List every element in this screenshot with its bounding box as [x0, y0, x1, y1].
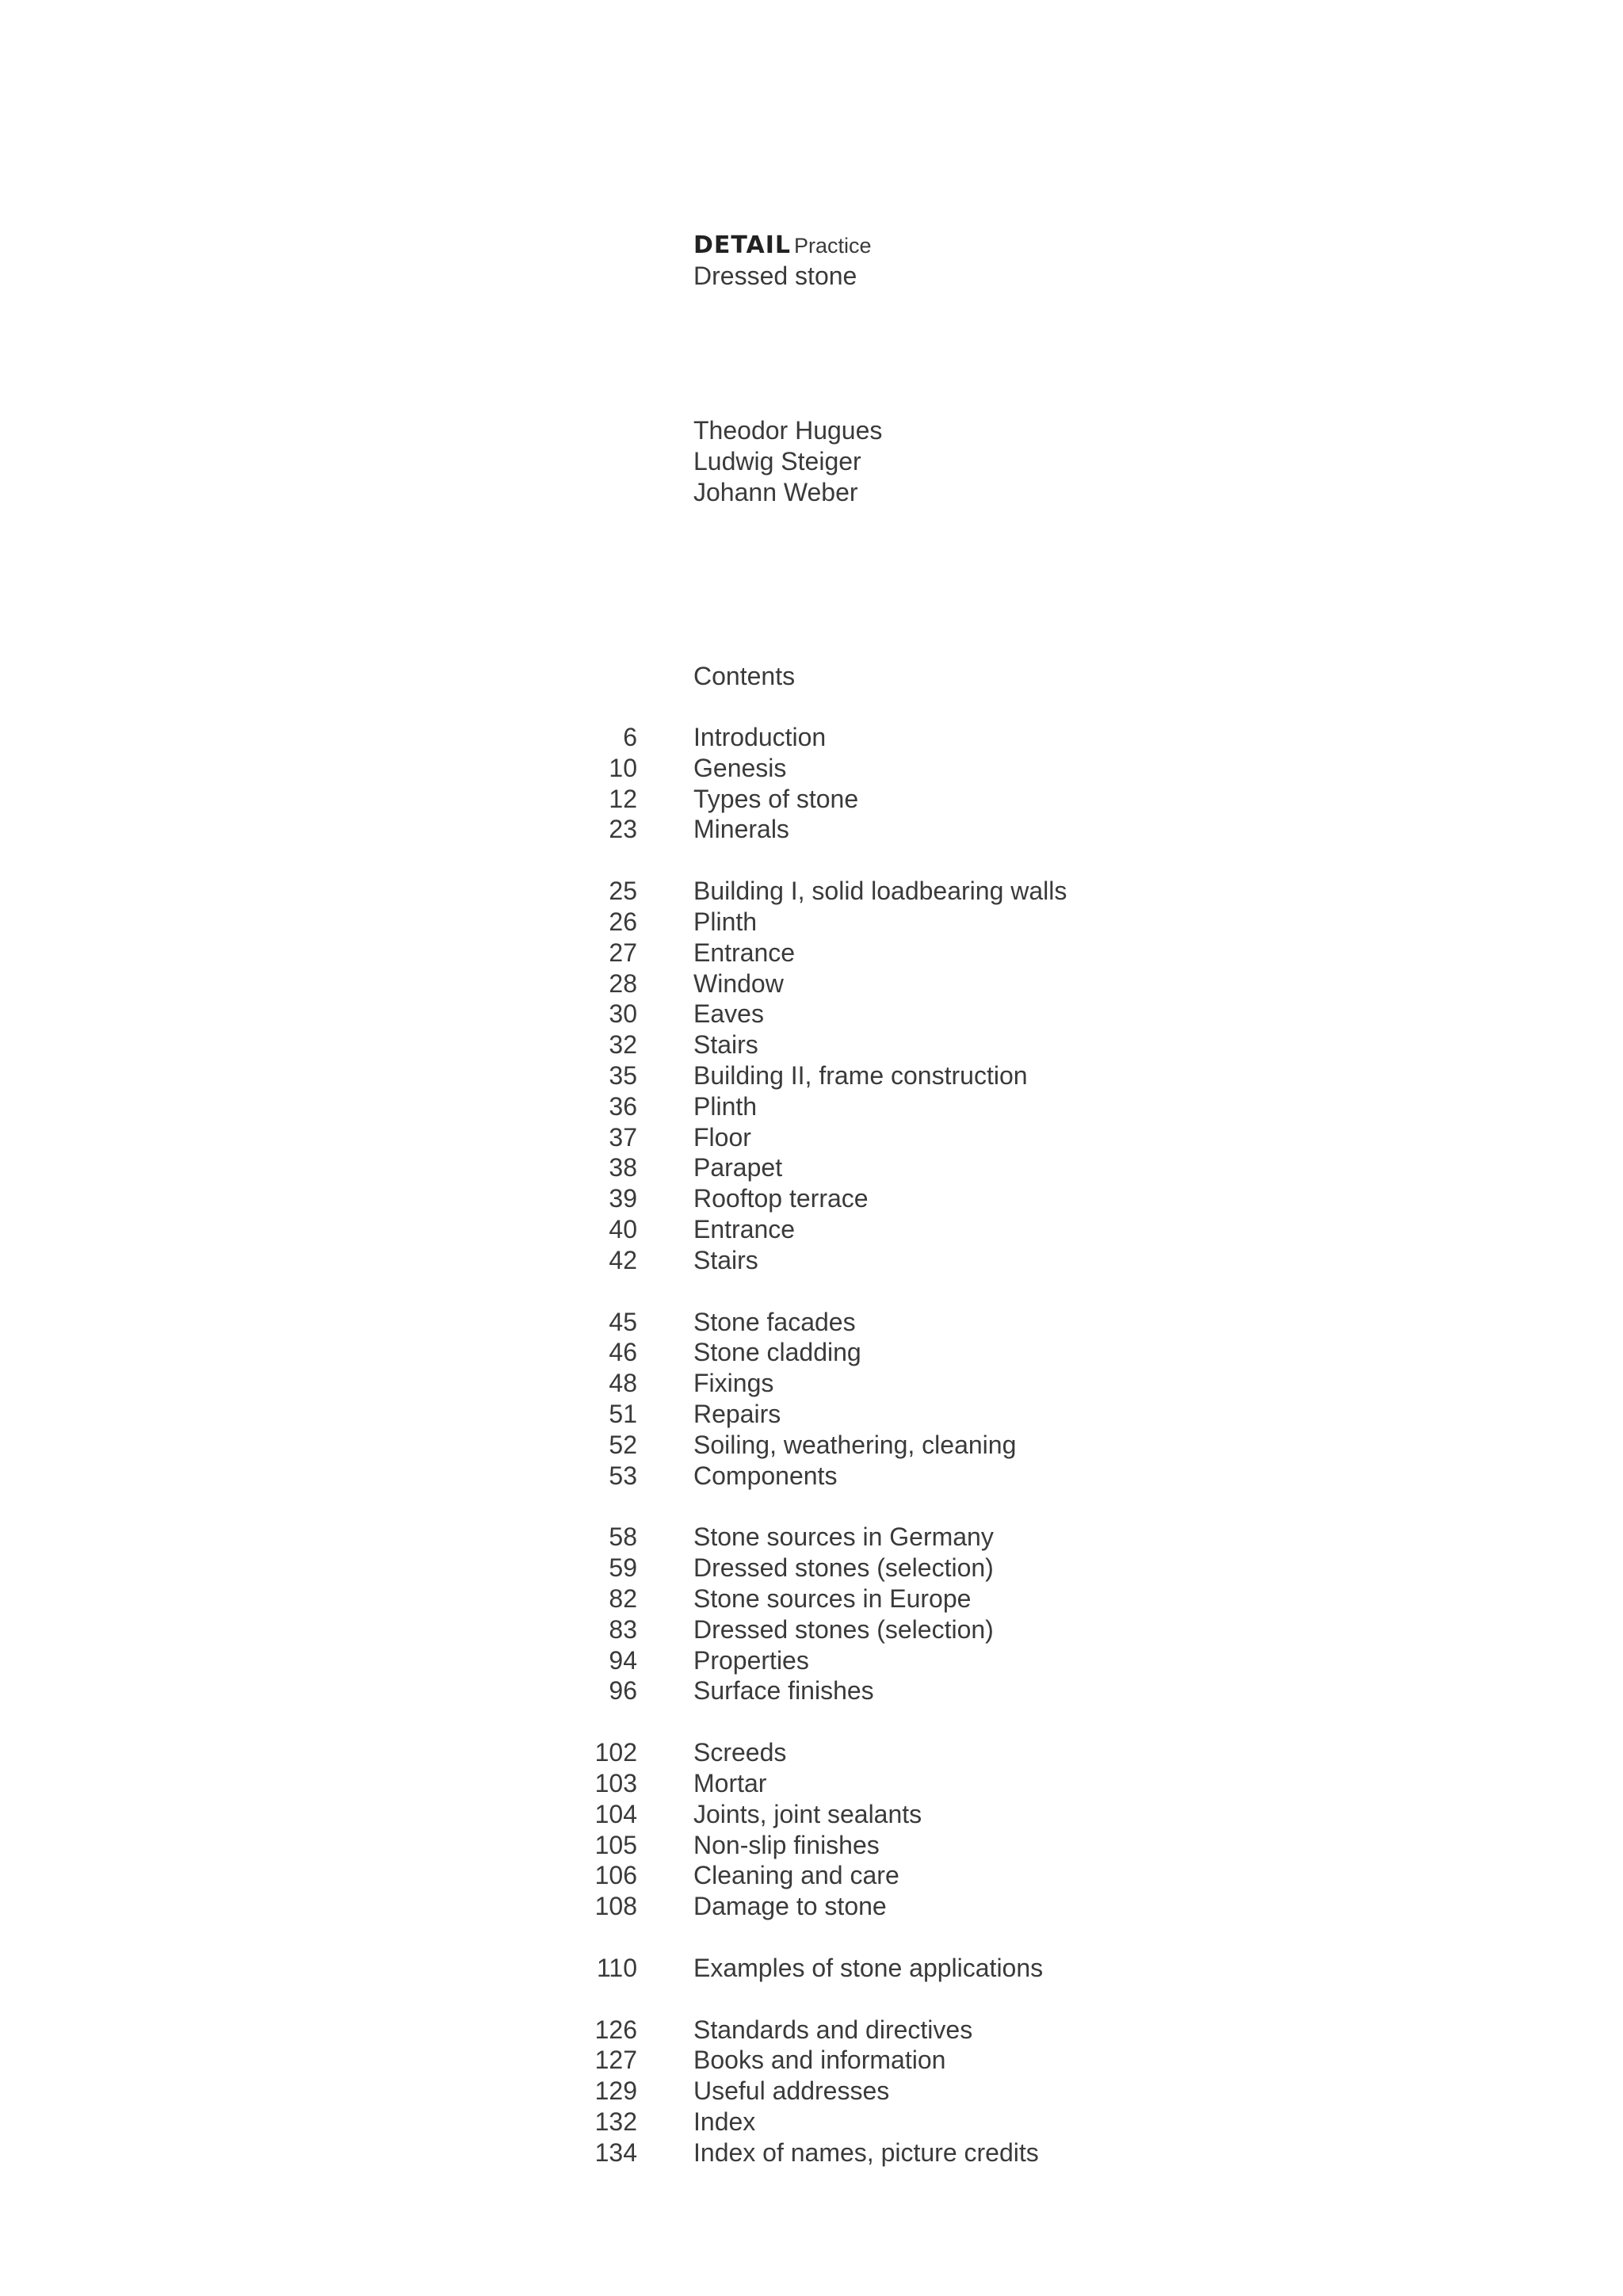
toc-entry [555, 1214, 1268, 1245]
toc-entry-title: Building II, frame construction [693, 1060, 1028, 1090]
toc-entry [555, 2076, 1268, 2107]
toc-entry [555, 907, 1268, 938]
toc-page-number: 39 [609, 1184, 637, 1213]
toc-entry [555, 1553, 1268, 1584]
toc-entry-title: Properties [693, 1645, 809, 1675]
toc-entry-title: Index [693, 2107, 756, 2137]
toc-entry-title: Floor [693, 1122, 751, 1152]
toc-page-number: 36 [609, 1091, 637, 1121]
toc-group [555, 1522, 1268, 1706]
author-list [693, 415, 882, 508]
toc-page-number: 104 [594, 1799, 637, 1828]
toc-page-number: 103 [594, 1768, 637, 1797]
toc-entry-title: Introduction [693, 723, 827, 751]
toc-entry-title: Screeds [693, 1738, 787, 1767]
toc-page-number: 59 [609, 1553, 637, 1583]
toc-entry-title: Components [693, 1461, 838, 1490]
toc-entry-title: Index of names, picture credits [693, 2137, 1039, 2167]
toc-page-number: 127 [594, 2046, 637, 2075]
author-name: Ludwig Steiger [693, 447, 861, 476]
toc-page-number: 82 [609, 1584, 637, 1613]
toc-page-number: 96 [609, 1676, 637, 1706]
toc-page-number: 23 [609, 815, 637, 844]
toc-entry [555, 1584, 1268, 1614]
toc-entry-title: Stone sources in Europe [693, 1584, 972, 1613]
toc-entry-title: Stone sources in Germany [693, 1522, 994, 1552]
toc-entry [555, 968, 1268, 999]
toc-entry-title: Mortar [693, 1768, 767, 1797]
toc-entry [555, 753, 1268, 784]
toc-entry-title: Joints, joint sealants [693, 1799, 922, 1828]
toc-page-number: 53 [609, 1461, 637, 1490]
toc-page-number: 40 [609, 1214, 637, 1244]
toc-entry [555, 1183, 1268, 1214]
toc-page-number: 26 [609, 907, 637, 936]
toc-entry [555, 999, 1268, 1030]
toc-entry [555, 1645, 1268, 1676]
toc-entry-title: Non-slip finishes [693, 1830, 880, 1859]
toc-entry-title: Parapet [693, 1153, 783, 1182]
toc-page-number: 48 [609, 1369, 637, 1398]
toc-entry-title: Entrance [693, 938, 796, 967]
toc-page-number: 42 [609, 1245, 637, 1274]
toc-entry [555, 2137, 1268, 2168]
toc-entry-title: Stone cladding [693, 1338, 861, 1367]
toc-page-number: 27 [609, 938, 637, 967]
toc-entry [555, 1337, 1268, 1368]
toc-page-number: 106 [594, 1861, 637, 1890]
contents-heading: Contents [693, 662, 796, 690]
toc-page-number: 6 [623, 723, 637, 751]
toc-entry [555, 1953, 1268, 1984]
detail-logo: DETAIL [693, 231, 792, 259]
toc-page-number: 32 [609, 1030, 637, 1060]
toc-page-number: 105 [594, 1830, 637, 1859]
toc-entry [555, 876, 1268, 907]
toc-entry [555, 1152, 1268, 1183]
toc-page-number: 45 [609, 1307, 637, 1336]
toc-group [555, 1307, 1268, 1492]
author-name: Johann Weber [693, 478, 858, 506]
toc-group [555, 1953, 1268, 1984]
toc-entry [555, 1675, 1268, 1706]
toc-entry-title: Building I, solid loadbearing walls [693, 877, 1067, 906]
toc-entry [555, 1030, 1268, 1060]
toc-page-number: 132 [594, 2107, 637, 2137]
toc-page-number: 46 [609, 1338, 637, 1367]
toc-page-number: 110 [596, 1953, 637, 1982]
toc-entry [555, 1768, 1268, 1799]
toc-group [555, 722, 1268, 845]
toc-entry-title: Genesis [693, 753, 787, 782]
toc-entry [555, 1060, 1268, 1091]
author-name: Theodor Hugues [693, 416, 883, 445]
toc-page-number: 12 [609, 784, 637, 813]
toc-entry [555, 2107, 1268, 2137]
toc-entry [555, 2015, 1268, 2046]
toc-entry [555, 1891, 1268, 1922]
toc-entry [555, 1522, 1268, 1553]
toc-entry [555, 814, 1268, 845]
toc-group [555, 2015, 1268, 2168]
toc-page-number: 102 [594, 1738, 637, 1767]
toc-entry-title: Examples of stone applications [693, 1953, 1044, 1982]
toc-page-number: 51 [609, 1399, 637, 1428]
toc-entry [555, 1461, 1268, 1492]
toc-entry [555, 1614, 1268, 1645]
toc-page-number: 10 [609, 753, 637, 782]
toc-page-number: 108 [594, 1892, 637, 1921]
toc-page-number: 25 [609, 877, 637, 906]
toc-page-number: 58 [609, 1522, 637, 1552]
series-brand [693, 231, 872, 259]
toc-entry [555, 1245, 1268, 1276]
toc-entry [555, 1091, 1268, 1122]
toc-entry-title: Minerals [693, 815, 789, 844]
toc-entry [555, 1737, 1268, 1768]
toc-entry-title: Repairs [693, 1399, 781, 1428]
toc-page-number: 126 [594, 2015, 637, 2044]
toc-entry-title: Types of stone [693, 784, 859, 813]
toc-entry [555, 722, 1268, 753]
series-name: Practice [794, 234, 872, 258]
toc-entry-title: Rooftop terrace [693, 1184, 869, 1213]
toc-entry-title: Damage to stone [693, 1892, 887, 1921]
toc-entry-title: Books and information [693, 2046, 946, 2075]
toc-entry [555, 1430, 1268, 1461]
toc-page-number: 134 [594, 2137, 637, 2167]
toc-entry [555, 1122, 1268, 1153]
toc-page-number: 83 [609, 1614, 637, 1644]
table-of-contents [555, 722, 1268, 2199]
toc-page-number: 28 [609, 968, 637, 998]
toc-entry-title: Window [693, 968, 784, 998]
toc-page-number: 129 [594, 2076, 637, 2106]
toc-entry [555, 1860, 1268, 1891]
toc-entry-title: Cleaning and care [693, 1861, 899, 1890]
toc-entry-title: Fixings [693, 1369, 774, 1398]
toc-entry [555, 1399, 1268, 1430]
toc-entry-title: Eaves [693, 999, 764, 1029]
toc-group [555, 876, 1268, 1275]
toc-page-number: 37 [609, 1122, 637, 1152]
toc-page-number: 35 [609, 1060, 637, 1090]
toc-entry [555, 1368, 1268, 1399]
toc-entry [555, 1830, 1268, 1861]
toc-page-number: 94 [609, 1645, 637, 1675]
toc-entry-title: Standards and directives [693, 2015, 973, 2044]
toc-entry-title: Plinth [693, 907, 758, 936]
toc-entry-title: Soiling, weathering, cleaning [693, 1430, 1017, 1459]
toc-entry [555, 1799, 1268, 1830]
toc-entry-title: Dressed stones (selection) [693, 1553, 994, 1583]
toc-entry [555, 938, 1268, 968]
toc-page-number: 52 [609, 1430, 637, 1459]
toc-entry-title: Plinth [693, 1091, 758, 1121]
toc-group [555, 1737, 1268, 1922]
toc-entry-title: Stairs [693, 1245, 758, 1274]
book-title: Dressed stone [693, 262, 857, 290]
toc-page-number: 30 [609, 999, 637, 1029]
toc-page-number: 38 [609, 1153, 637, 1182]
toc-entry-title: Surface finishes [693, 1676, 874, 1706]
toc-entry [555, 1307, 1268, 1338]
toc-entry-title: Stone facades [693, 1307, 856, 1336]
toc-entry-title: Useful addresses [693, 2076, 890, 2106]
toc-entry-title: Entrance [693, 1214, 796, 1244]
toc-entry-title: Stairs [693, 1030, 758, 1060]
toc-entry-title: Dressed stones (selection) [693, 1614, 994, 1644]
toc-entry [555, 2045, 1268, 2076]
toc-entry [555, 784, 1268, 815]
